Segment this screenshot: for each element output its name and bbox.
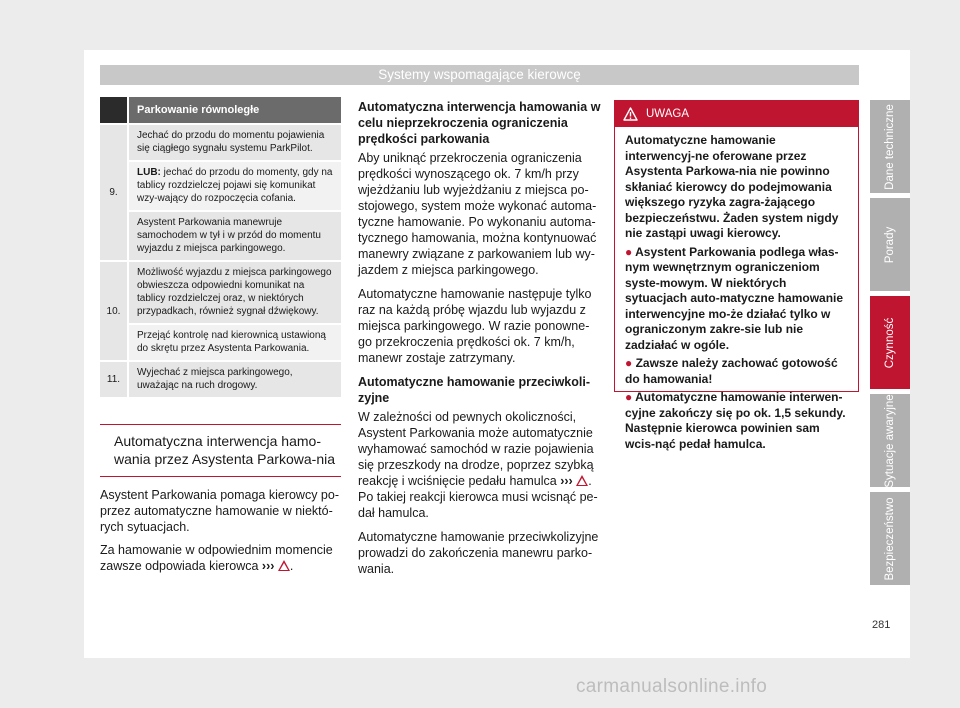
table-cell bbox=[129, 162, 341, 210]
bullet-icon: ● bbox=[625, 356, 633, 370]
section-body bbox=[100, 487, 344, 581]
warning-bullet bbox=[625, 390, 848, 452]
warning-bullet bbox=[625, 356, 848, 387]
row-number: 11. bbox=[100, 362, 127, 397]
paragraph: Automatyczne hamowanie następuje tylko raz na każdą próbę wjazdu lub wyjazdu z miejsca parkingowego. W razie ponowne-go przekroczenia prędkości ok. 7 km/h, manewr zostaje zatrzymany. bbox=[358, 287, 592, 365]
warning-intro: Automatyczne hamowanie interwencyj-ne oferowane przez Asystenta Parkowa-nia nie powinno skłaniać kierowcy do podejmowania większego ryzyka zagra-żającego bezpieczeństwu. Żaden system nigdy nie zastąpi uwagi kierowcy. bbox=[625, 133, 839, 240]
warning-icon bbox=[576, 475, 588, 486]
warning-bullet bbox=[625, 245, 848, 354]
row-number: 10. bbox=[100, 262, 127, 360]
table-row bbox=[100, 125, 341, 260]
warning-header bbox=[615, 101, 858, 127]
tab-bezpieczenstwo[interactable] bbox=[870, 492, 910, 585]
table-cell: Wyjechać z miejsca parkingowego, uważając na ruch drogowy. bbox=[129, 362, 341, 397]
bullet-text: Automatyczne hamowanie interwen-cyjne zakończy się po ok. 1,5 sekundy. Następnie kierowca powinien sam wcis-nąć pedał hamulca. bbox=[625, 390, 846, 451]
tab-sytuacje-awaryjne[interactable] bbox=[870, 394, 910, 487]
section-heading: Automatyczna interwencja hamo-wania przez Asystenta Parkowa-nia bbox=[100, 424, 341, 477]
paragraph-text: Za hamowanie w odpowiednim momencie zawsze odpowiada kierowca bbox=[100, 543, 333, 573]
tab-label: Bezpieczeństwo bbox=[884, 496, 896, 581]
paragraph-text: Po takiej reakcji kierowca musi wcisnąć pe-dał hamulca. bbox=[358, 490, 598, 520]
table-header-num bbox=[100, 97, 127, 123]
paragraph bbox=[100, 542, 344, 574]
bullet-icon: ● bbox=[625, 390, 633, 404]
tab-label: Sytuacje awaryjne bbox=[884, 393, 896, 488]
bullet-text: Zawsze należy zachować gotowość do hamowania! bbox=[625, 356, 838, 386]
subheading: Automatyczna interwencja hamowania w celu nieprzekroczenia ograniczenia prędkości parkowania bbox=[358, 100, 601, 146]
link-arrows[interactable]: ››› bbox=[560, 474, 573, 488]
row-number: 9. bbox=[100, 125, 127, 260]
table-row bbox=[100, 362, 341, 397]
middle-column bbox=[358, 99, 603, 585]
bullet-icon: ● bbox=[625, 244, 633, 259]
warning-label: UWAGA bbox=[646, 108, 690, 120]
tab-label: Porady bbox=[884, 226, 896, 263]
warning-icon bbox=[278, 560, 290, 571]
paragraph: Aby uniknąć przekroczenia ograniczenia prędkości wynoszącego ok. 7 km/h przy wjeżdżaniu lub wyjeżdżaniu z miejsca po-stojowego, system może wykonać automa-tyczne hamowanie. Po wykonaniu automa-tycznego hamowania, można kontynuować manewry związane z parkowaniem lub wy-jazdem z miejsca parkingowego. bbox=[358, 151, 597, 277]
table-header bbox=[100, 97, 341, 123]
period: . bbox=[588, 474, 592, 488]
watermark: carmanualsonline.info bbox=[576, 676, 768, 697]
tab-czynnosc[interactable] bbox=[870, 296, 910, 389]
period: . bbox=[289, 559, 294, 573]
warning-body bbox=[615, 127, 858, 452]
warning-box bbox=[614, 100, 859, 451]
tab-label: Dane techniczne bbox=[884, 103, 896, 190]
bullet-text: Asystent Parkowania podlega włas-nym wewnętrznym ograniczeniom syste-mowym. W niektórych sytuacjach auto-matyczne hamowanie interwencyjne mo-że działać tylko w ograniczonym zakre-sie lub nie zadziałać w ogóle. bbox=[625, 244, 844, 352]
warning-triangle-icon bbox=[623, 107, 638, 121]
link-arrows[interactable]: ››› bbox=[261, 559, 275, 573]
tab-label: Czynność bbox=[884, 317, 896, 368]
subheading: Automatyczne hamowanie przeciwkoli-zyjne bbox=[358, 375, 590, 405]
table-row bbox=[100, 262, 341, 360]
cell-bold-label: LUB: bbox=[137, 167, 161, 178]
paragraph: Asystent Parkowania pomaga kierowcy po-przez automatyczne hamowanie w niektó-rych sytuacjach. bbox=[100, 488, 340, 534]
table-cell: Możliwość wyjazdu z miejsca parkingowego obwieszcza odpowiedni komunikat na tablicy rozdzielczej oraz, w niektórych przypadkach, również sygnał dźwiękowy. bbox=[129, 262, 341, 323]
page-header: Systemy wspomagające kierowcę bbox=[100, 65, 859, 85]
tab-porady[interactable] bbox=[870, 198, 910, 291]
page-number: 281 bbox=[872, 619, 891, 631]
table-cell: Jechać do przodu do momentu pojawienia się ciągłego sygnału systemu ParkPilot. bbox=[129, 125, 341, 160]
paragraph-text: W zależności od pewnych okoliczności, Asystent Parkowania może automatycznie wyhamować samochód w razie pojawienia się przeszkody na drodze, poprzez szybką reakcję i wciśnięcie pedału hamulca bbox=[358, 410, 594, 488]
tab-dane-techniczne[interactable] bbox=[870, 100, 910, 193]
table-title: Parkowanie równoległe bbox=[129, 97, 341, 123]
paragraph bbox=[358, 409, 603, 521]
table-cell: Asystent Parkowania manewruje samochodem w tył i w przód do momentu wyjazdu z miejsca parkingowego. bbox=[129, 212, 341, 260]
paragraph: Automatyczne hamowanie przeciwkolizyjne prowadzi do zakończenia manewru parko-wania. bbox=[358, 530, 599, 576]
table-cell: Przejąć kontrolę nad kierownicą ustawioną do skrętu przez Asystenta Parkowania. bbox=[129, 325, 341, 360]
cell-text: jechać do przodu do momenty, gdy na tablicy rozdzielczej pojawi się komunikat wzy-wający do rozpoczęcia cofania. bbox=[137, 167, 333, 204]
parking-table bbox=[100, 97, 341, 397]
